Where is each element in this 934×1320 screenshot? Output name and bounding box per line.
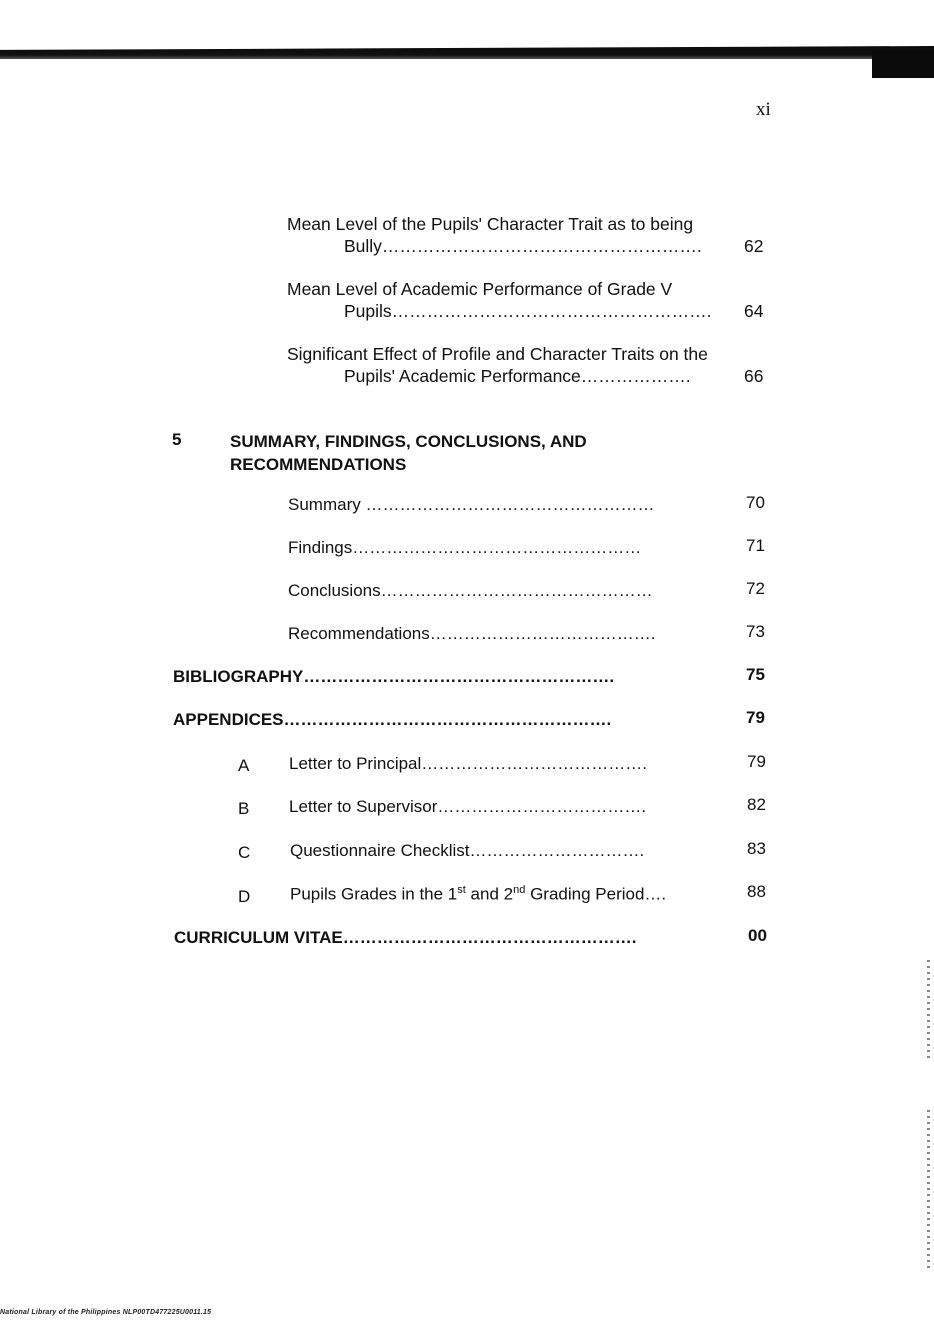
toc-entry-conclusions: Conclusions………………………………………… (288, 581, 653, 600)
appendix-title: Letter to Supervisor………………………………. (289, 797, 647, 816)
appendix-page: 82 (747, 795, 766, 814)
toc-entry-summary: Summary …………………………………………… (288, 495, 655, 514)
chapter-number: 5 (172, 430, 182, 449)
toc-bibliography: BIBLIOGRAPHY………………………………………………. (173, 667, 615, 686)
appendix-title: Questionnaire Checklist…………………………. (290, 841, 645, 860)
toc-curriculum-vitae-page: 00 (748, 926, 767, 945)
toc-entry-recommendations: Recommendations…………………………………. (288, 624, 656, 643)
toc-entry-title-line1: Mean Level of the Pupils' Character Trait as to being (287, 214, 694, 234)
appendix-letter: D (238, 887, 251, 906)
toc-entry-title-line1: Significant Effect of Profile and Character Traits on the (287, 344, 708, 364)
appendix-title-part: Pupils Grades in the 1 (290, 884, 458, 904)
toc-entry-title-line2: Pupils' Academic Performance………………. (344, 366, 691, 386)
scan-black-band (0, 46, 934, 59)
toc-entry-page: 70 (746, 493, 765, 512)
toc-entry-title-line2: Bully………………………………………………. (344, 236, 702, 256)
toc-curriculum-vitae: CURRICULUM VITAE……………………………………………. (174, 928, 637, 947)
toc-entry-page: 73 (746, 622, 765, 641)
archive-footer: National Library of the Philippines NLP00TD477225U0011.15 (0, 1309, 212, 1316)
toc-bibliography-page: 75 (746, 665, 765, 684)
scan-top-edge (0, 44, 934, 64)
appendix-letter: B (238, 799, 250, 818)
ordinal-suffix: st (457, 884, 466, 896)
toc-entry-title-line1: Mean Level of Academic Performance of Grade V (287, 279, 673, 299)
toc-entry-title-line2: Pupils………………………………………………. (344, 301, 712, 321)
toc-appendices: APPENDICES…………………………………………………. (173, 710, 612, 729)
scan-edge-noise (927, 1110, 930, 1270)
scan-edge-noise (927, 960, 930, 1060)
toc-entry-page: 71 (746, 536, 765, 555)
appendix-page: 83 (747, 839, 766, 858)
chapter-title (230, 430, 690, 476)
appendix-title-part: Grading Period…. (525, 884, 667, 904)
appendix-title: Letter to Principal…………………………………. (289, 754, 648, 773)
toc-entry-page: 72 (746, 579, 765, 598)
chapter-title-line1: SUMMARY, FINDINGS, CONCLUSIONS, AND (230, 432, 587, 451)
appendix-page: 88 (747, 882, 766, 901)
chapter-title-line2: RECOMMENDATIONS (230, 455, 407, 474)
toc-entry-page: 66 (744, 366, 764, 386)
appendix-page: 79 (747, 752, 766, 771)
ordinal-suffix: nd (513, 884, 526, 896)
toc-entry-page: 62 (744, 236, 764, 256)
scan-black-corner (872, 50, 934, 78)
toc-entry-findings: Findings…………………………………………… (288, 538, 642, 557)
toc-appendices-page: 79 (746, 708, 765, 727)
page-number: xi (756, 99, 771, 120)
appendix-letter: C (238, 843, 251, 862)
toc-entry-page: 64 (744, 301, 764, 321)
appendix-title-part: and 2 (465, 884, 514, 904)
appendix-title (290, 884, 666, 905)
appendix-letter: A (238, 756, 250, 775)
